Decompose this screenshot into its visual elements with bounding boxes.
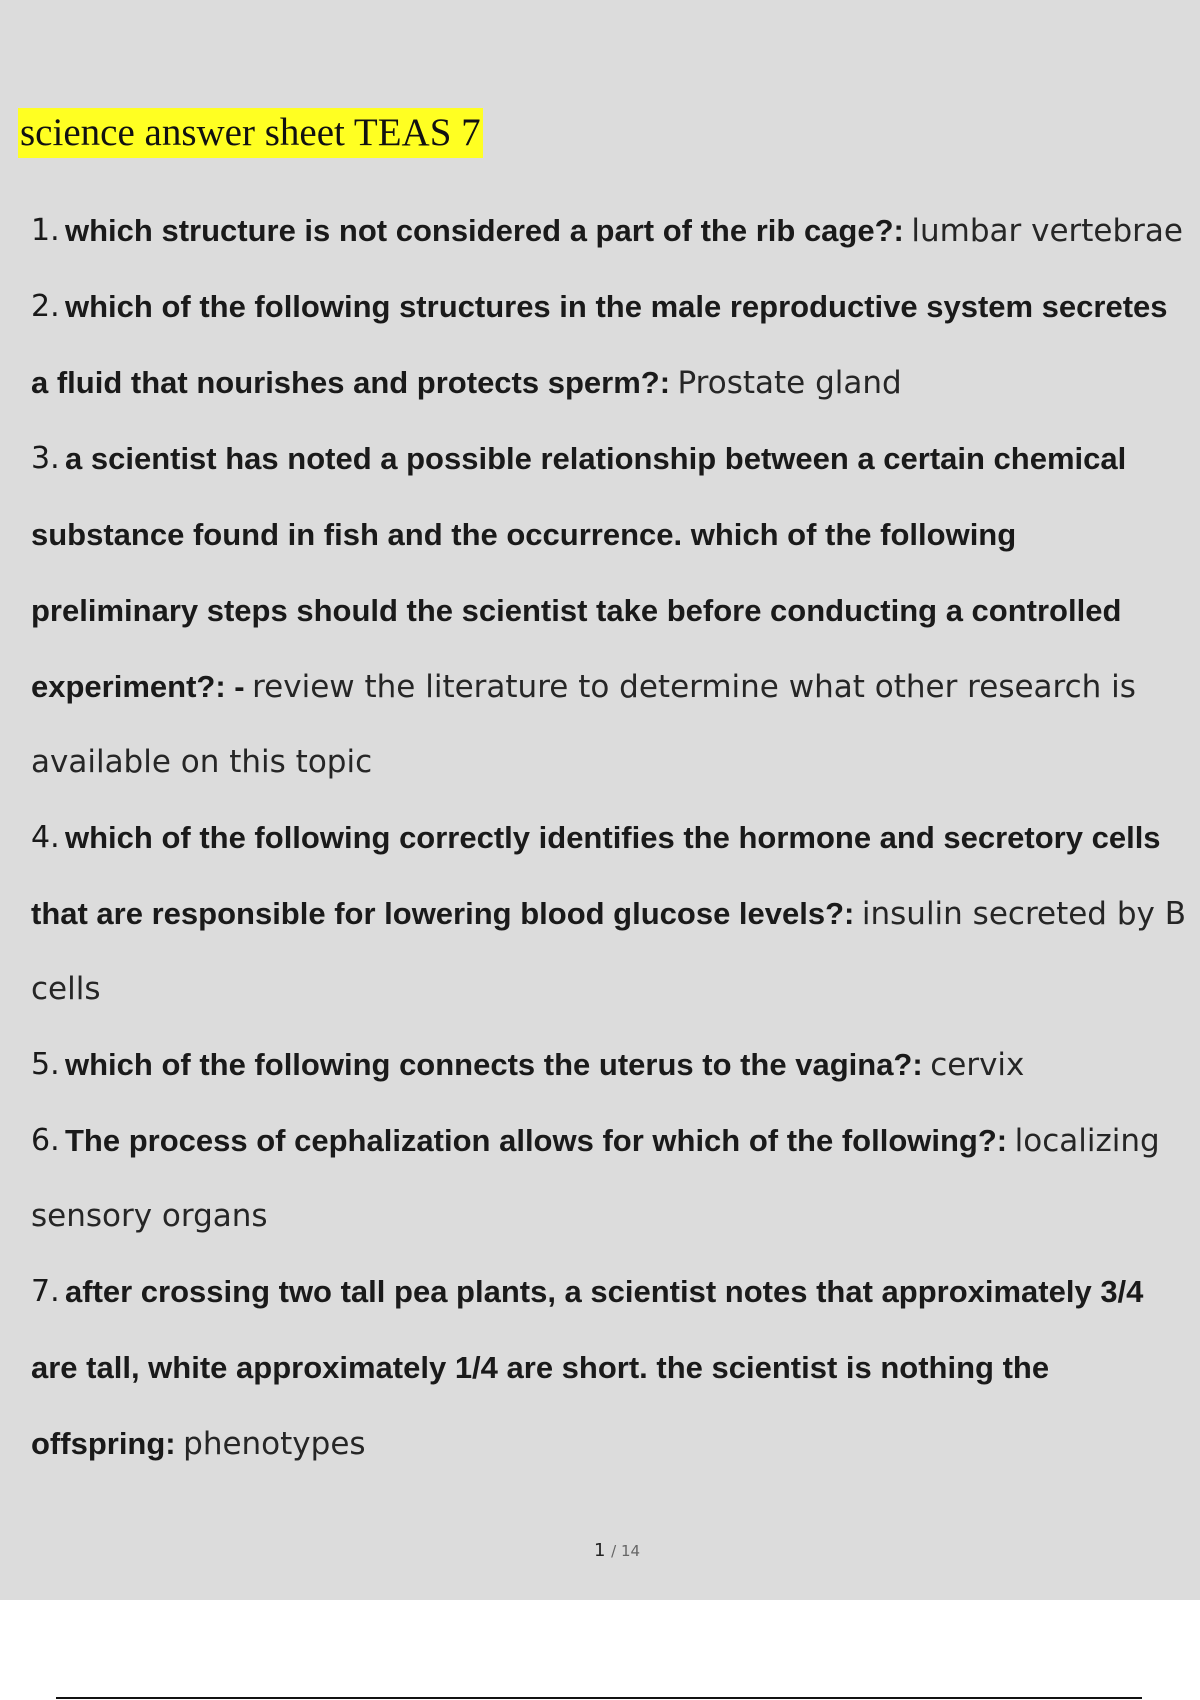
list-item — [0, 421, 1200, 800]
list-item — [0, 269, 1200, 421]
document-title: science answer sheet TEAS 7 — [18, 108, 483, 158]
item-number: 3. — [31, 441, 60, 476]
answer-text: Prostate gland — [677, 365, 902, 401]
answer-text: lumbar vertebrae — [911, 213, 1183, 249]
list-item — [0, 800, 1200, 1027]
question-text: a scientist has noted a possible relationship between a certain chemical substance found in fish and the occurrence. which of the following preliminary steps should the scientist take before conducting a controlled experiment?: - — [31, 441, 1127, 704]
answer-text: cervix — [930, 1047, 1025, 1083]
total-pages: / 14 — [611, 1542, 641, 1560]
current-page: 1 — [593, 1540, 606, 1561]
page-number — [0, 1540, 1200, 1561]
list-item — [0, 1027, 1200, 1103]
answer-text: phenotypes — [183, 1426, 366, 1462]
item-number: 6. — [31, 1123, 60, 1158]
question-text: which of the following correctly identifies the hormone and secretory cells that are responsible for lowering blood glucose levels?: — [31, 820, 1161, 931]
question-list — [0, 193, 1200, 1482]
item-number: 5. — [31, 1047, 60, 1082]
list-item — [0, 1103, 1200, 1254]
page-divider — [56, 1697, 1142, 1699]
answer-text: insulin secreted by B cells — [31, 896, 1186, 1007]
answer-text: localizing sensory organs — [31, 1123, 1160, 1234]
list-item — [0, 193, 1200, 269]
question-text: which of the following structures in the male reproductive system secretes a fluid that nourishes and protects sperm?: — [31, 289, 1168, 400]
question-text: which structure is not considered a part of the rib cage?: — [65, 213, 904, 248]
item-number: 2. — [31, 289, 60, 324]
item-number: 4. — [31, 820, 60, 855]
question-text: The process of cephalization allows for which of the following?: — [65, 1123, 1008, 1158]
item-number: 1. — [31, 213, 60, 248]
question-text: after crossing two tall pea plants, a scientist notes that approximately 3/4 are tall, white approximately 1/4 are short. the scientist is nothing the offspring: — [31, 1274, 1144, 1461]
list-item — [0, 1254, 1200, 1482]
answer-text: review the literature to determine what other research is available on this topic — [31, 669, 1136, 780]
item-number: 7. — [31, 1274, 60, 1309]
question-text: which of the following connects the uterus to the vagina?: — [65, 1047, 923, 1082]
